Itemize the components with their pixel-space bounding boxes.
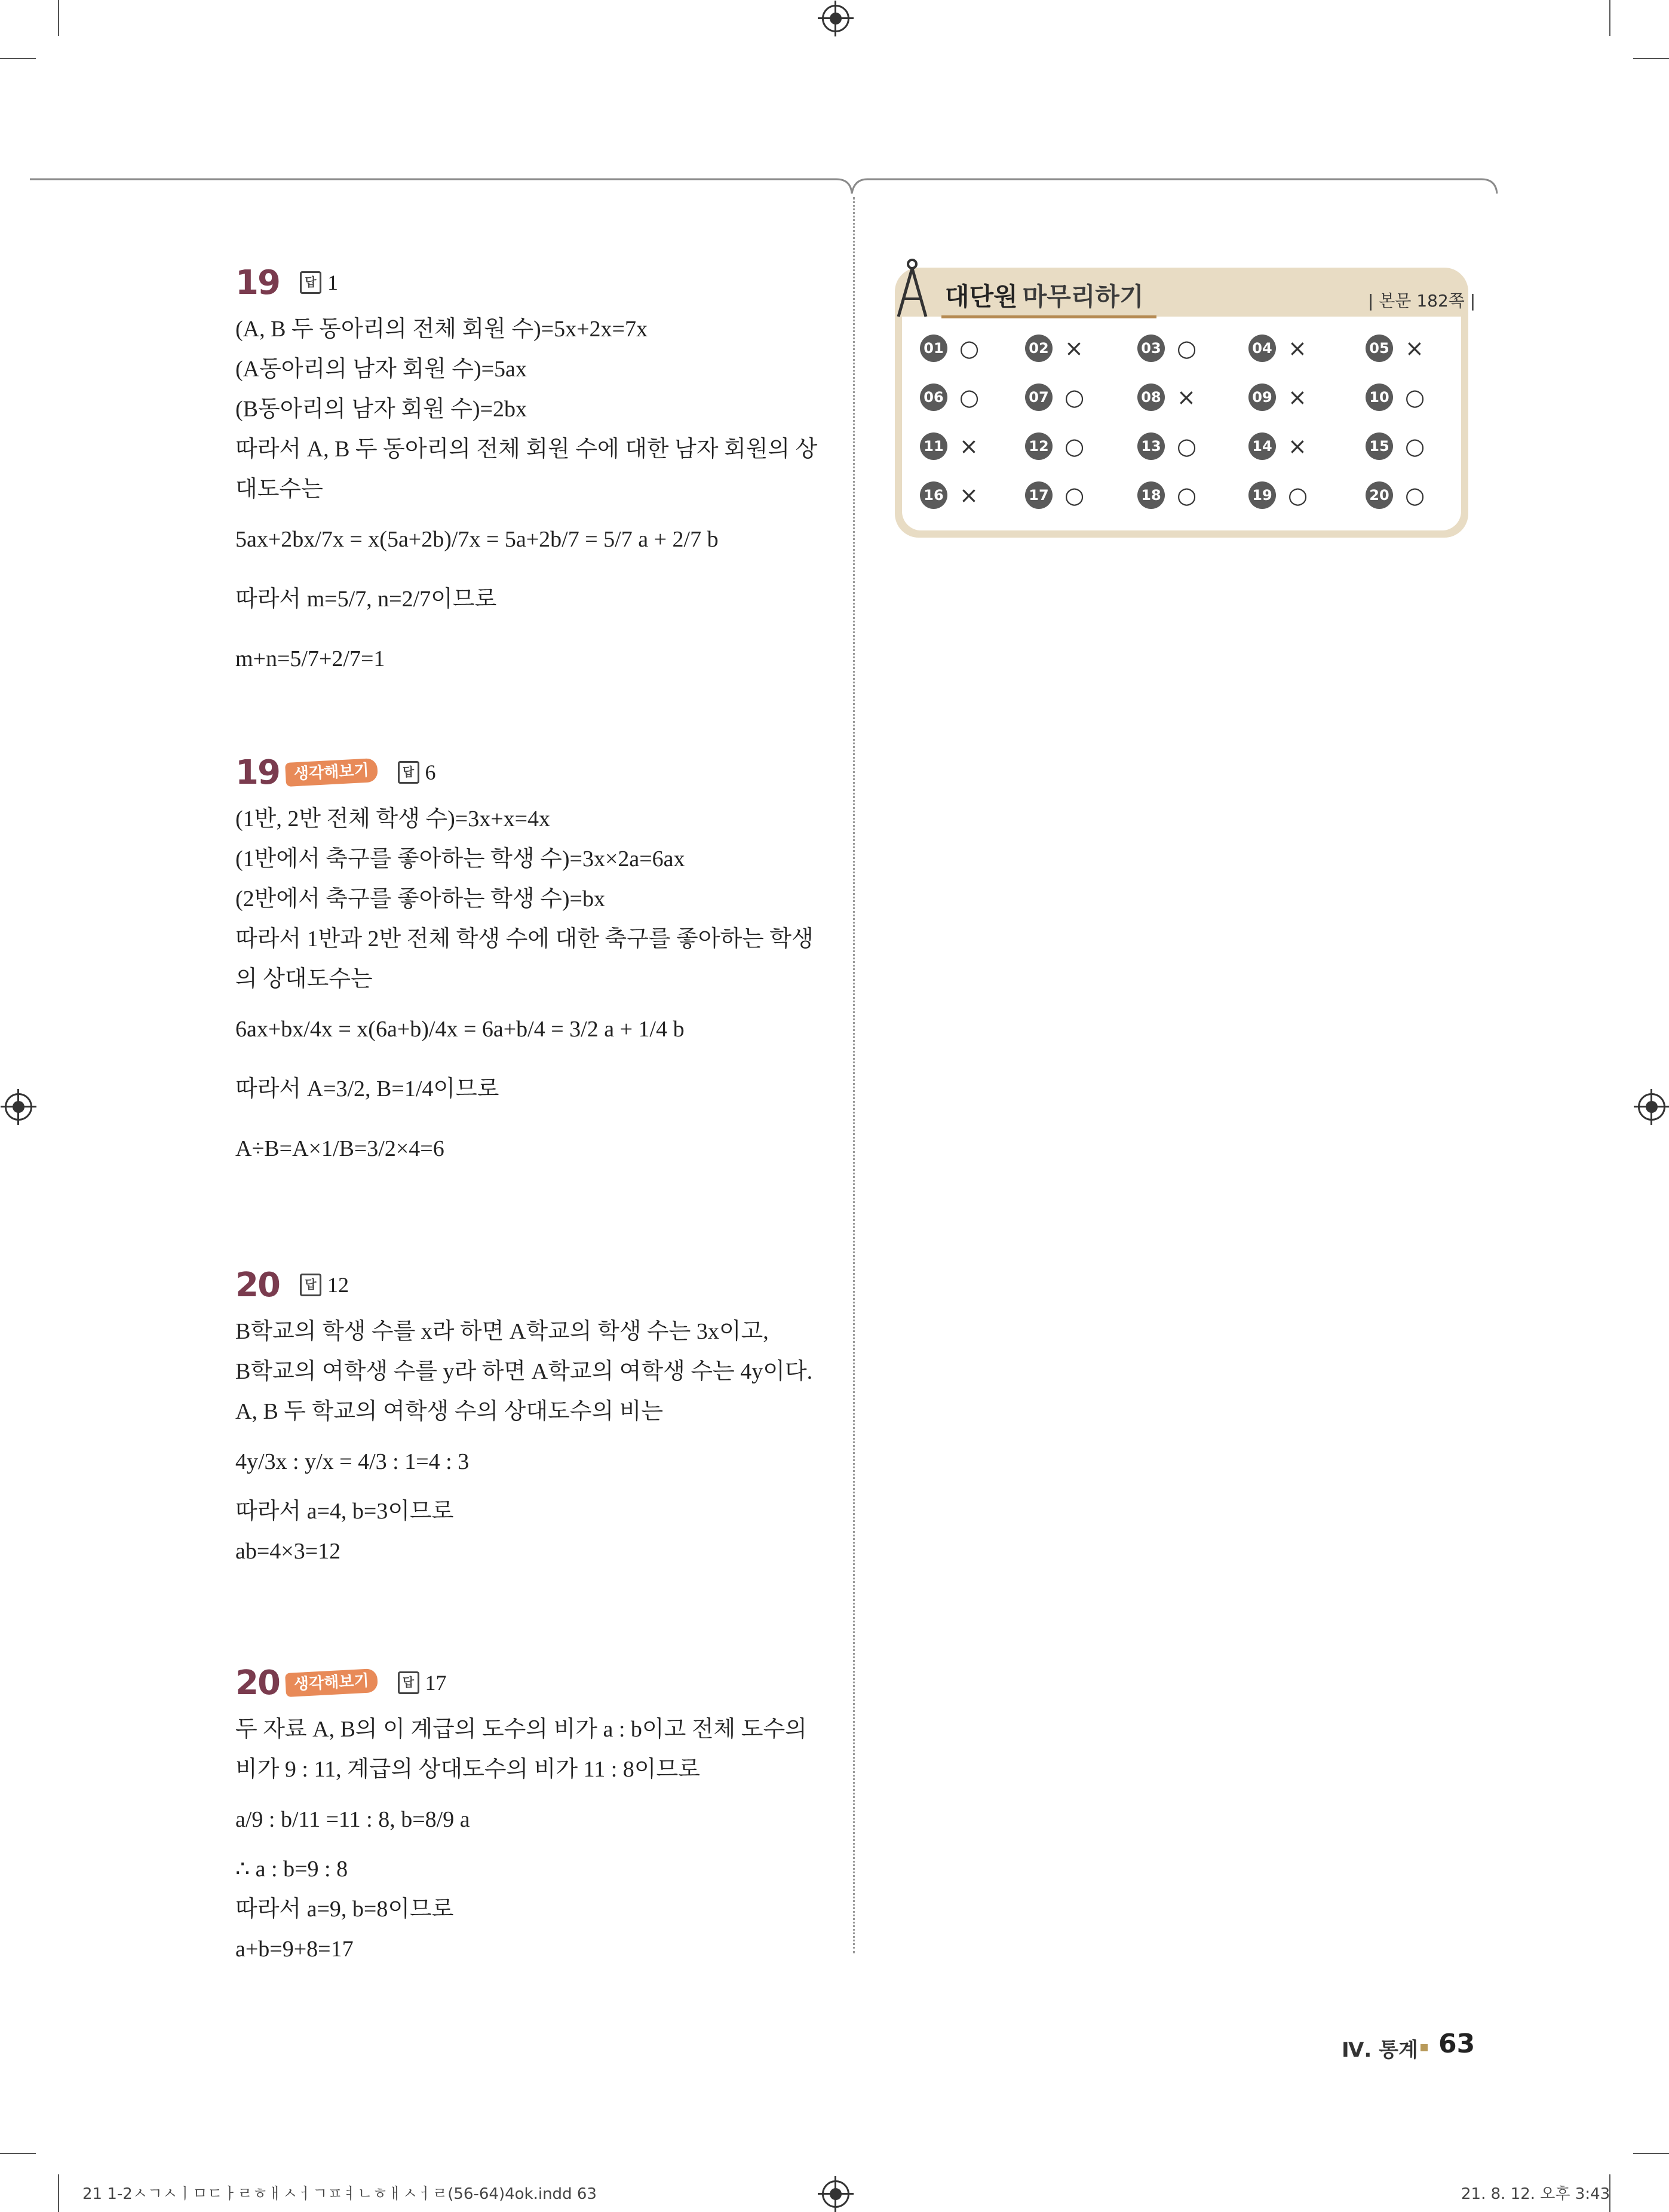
review-item-number: 17: [1025, 481, 1053, 509]
review-item: [1248, 432, 1307, 460]
review-item-mark: ×: [1288, 335, 1307, 361]
math-line: 6ax+bx/4x = x(6a+b)/4x = 6a+b/4 = 3/2 a + 1/4 b: [235, 1016, 685, 1042]
review-item: [920, 335, 979, 362]
crop-mark: [1633, 2153, 1669, 2154]
review-item-number: 14: [1248, 432, 1276, 460]
review-item: [1025, 481, 1084, 509]
review-item: [1137, 432, 1196, 460]
review-item-number: 19: [1248, 481, 1276, 509]
solution-line: 대도수는: [235, 477, 323, 502]
answer-value: 1: [327, 270, 338, 294]
registration-mark-icon: [822, 2180, 849, 2208]
solution-line: (1반, 2반 전체 학생 수)=3x+x=4x: [235, 806, 551, 832]
answer-value: 12: [327, 1272, 349, 1297]
problem-19-think: [235, 745, 821, 1179]
review-item-number: 11: [920, 432, 947, 460]
review-item-number: 06: [920, 384, 947, 411]
problem-number: 20: [235, 1663, 280, 1702]
review-item-mark: ○: [1064, 482, 1085, 508]
review-item: [1025, 335, 1084, 362]
review-item-number: 18: [1137, 481, 1165, 509]
review-item: [1366, 384, 1425, 411]
review-item-number: 15: [1366, 432, 1393, 460]
math-line: a/9 : b/11 =11 : 8, b=8/9 a: [235, 1806, 470, 1832]
print-slug-file: 21 1-2ㅅㄱㅅㅣㅁㄷㅏㄹㅎㅐㅅㅓㄱㅍㅕㄴㅎㅐㅅㅓㄹ(56-64)4ok.indd 63: [82, 2185, 597, 2203]
review-item-mark: ×: [1177, 384, 1196, 410]
review-item-number: 01: [920, 335, 947, 362]
review-item: [1137, 335, 1196, 362]
review-item-mark: ○: [1177, 433, 1197, 459]
solution-line: (A동아리의 남자 회원 수)=5ax: [235, 357, 527, 382]
crop-mark: [58, 0, 59, 36]
problem-number: 19: [235, 753, 280, 792]
answer: [398, 1663, 447, 1703]
review-item: [920, 384, 979, 411]
review-item-mark: ×: [959, 482, 978, 508]
review-item: [1137, 384, 1196, 411]
review-item: [1025, 432, 1084, 460]
problem-20: [235, 1258, 821, 1572]
review-item-number: 03: [1137, 335, 1165, 362]
review-item-number: 12: [1025, 432, 1053, 460]
answer-value: 17: [425, 1670, 447, 1695]
registration-mark-icon: [5, 1093, 32, 1121]
review-item: [1366, 432, 1425, 460]
review-item-mark: ○: [959, 335, 980, 361]
review-item-number: 16: [920, 481, 947, 509]
review-item: [1366, 335, 1424, 362]
review-item: [920, 432, 978, 460]
math-line: 5ax+2bx/7x = x(5a+2b)/7x = 5a+2b/7 = 5/7 a + 2/7 b: [235, 526, 719, 552]
problem-number: 20: [235, 1265, 280, 1305]
math-line: ab=4×3=12: [235, 1539, 341, 1564]
review-item-number: 07: [1025, 384, 1053, 411]
review-item: [1137, 481, 1196, 509]
answer-icon: 답: [300, 1274, 321, 1296]
crop-mark: [1609, 0, 1610, 36]
registration-mark-icon: [822, 5, 849, 32]
math-line: 따라서 A=3/2, B=1/4이므로: [235, 1076, 499, 1102]
answer: [300, 263, 338, 303]
math-line: A÷B=A×1/B=3/2×4=6: [235, 1136, 444, 1161]
solution-line: 비가 9 : 11, 계급의 상대도수의 비가 11 : 8이므로: [235, 1757, 700, 1782]
solution-line: (1반에서 축구를 좋아하는 학생 수)=3x×2a=6ax: [235, 846, 685, 872]
review-item: [1366, 481, 1425, 509]
problem-19: [235, 256, 821, 689]
answer-icon: 답: [398, 1671, 419, 1694]
review-item-mark: ○: [1288, 482, 1308, 508]
review-item-mark: ○: [959, 384, 980, 410]
review-item-mark: ×: [1064, 335, 1084, 361]
math-line: ∴ a : b=9 : 8: [235, 1857, 348, 1882]
crop-mark: [0, 2153, 36, 2154]
review-title: [945, 277, 1144, 313]
solution-line: B학교의 학생 수를 x라 하면 A학교의 학생 수는 3x이고,: [235, 1319, 769, 1344]
review-item-mark: ×: [1288, 433, 1307, 459]
solution-line: (A, B 두 동아리의 전체 회원 수)=5x+2x=7x: [235, 317, 648, 342]
math-line: 따라서 a=4, b=3이므로: [235, 1499, 454, 1524]
review-item-number: 10: [1366, 384, 1393, 411]
section-label: Ⅳ. 통계: [1342, 2038, 1418, 2062]
column-divider: [853, 197, 855, 1953]
answer-icon: 답: [398, 761, 419, 784]
review-item-number: 05: [1366, 335, 1393, 362]
page-frame-line: [0, 167, 1669, 203]
math-line: m+n=5/7+2/7=1: [235, 646, 385, 671]
review-item: [1025, 384, 1084, 411]
review-item-mark: ○: [1405, 433, 1425, 459]
page-number: 63: [1438, 2029, 1475, 2059]
solution-line: 따라서 1반과 2반 전체 학생 수에 대한 축구를 좋아하는 학생: [235, 926, 814, 952]
review-item-mark: ○: [1177, 335, 1197, 361]
review-item-number: 09: [1248, 384, 1276, 411]
review-item-number: 13: [1137, 432, 1165, 460]
review-item-mark: ○: [1405, 482, 1425, 508]
solution-line: (2반에서 축구를 좋아하는 학생 수)=bx: [235, 886, 605, 912]
compass-icon: [891, 257, 933, 323]
think-tag: 생각해보기: [285, 758, 378, 787]
review-item-mark: ×: [1288, 384, 1307, 410]
math-line: 따라서 m=5/7, n=2/7이므로: [235, 586, 497, 612]
review-item-mark: ○: [1405, 384, 1425, 410]
problem-number: 19: [235, 263, 280, 302]
answer-icon: 답: [300, 271, 321, 294]
registration-mark-icon: [1638, 1093, 1665, 1121]
solution-line: 따라서 A, B 두 동아리의 전체 회원 수에 대한 남자 회원의 상: [235, 437, 818, 462]
review-item-mark: ○: [1177, 482, 1197, 508]
review-item: [1248, 335, 1307, 362]
review-item: [1248, 481, 1308, 509]
review-item-mark: ×: [959, 433, 978, 459]
math-line: a+b=9+8=17: [235, 1937, 354, 1962]
review-title-main: 대단원: [945, 282, 1018, 311]
solution-line: B학교의 여학생 수를 y라 하면 A학교의 여학생 수는 4y이다.: [235, 1359, 813, 1384]
problem-20-think: [235, 1656, 821, 1969]
crop-mark: [0, 58, 36, 59]
review-item: [1248, 384, 1307, 411]
review-item-number: 08: [1137, 384, 1165, 411]
review-page-ref: | 본문 182쪽 |: [1368, 291, 1476, 311]
solution-line: A, B 두 학교의 여학생 수의 상대도수의 비는: [235, 1399, 664, 1424]
solution-line: (B동아리의 남자 회원 수)=2bx: [235, 397, 527, 422]
think-tag: 생각해보기: [285, 1668, 378, 1697]
math-line: 4y/3x : y/x = 4/3 : 1=4 : 3: [235, 1449, 470, 1474]
review-item-mark: ×: [1405, 335, 1424, 361]
crop-mark: [1633, 58, 1669, 59]
review-item-number: 04: [1248, 335, 1276, 362]
answer: [398, 753, 436, 793]
solution-line: 두 자료 A, B의 이 계급의 도수의 비가 a : b이고 전체 도수의: [235, 1717, 807, 1742]
math-line: 따라서 a=9, b=8이므로: [235, 1897, 454, 1922]
solution-line: 의 상대도수는: [235, 967, 373, 992]
footer-bullet: [1421, 2044, 1428, 2051]
answer: [300, 1265, 349, 1305]
crop-mark: [58, 2174, 59, 2212]
review-item: [920, 481, 978, 509]
review-item-number: 02: [1025, 335, 1053, 362]
print-slug-datetime: 21. 8. 12. 오후 3:43: [1461, 2185, 1610, 2203]
review-item-number: 20: [1366, 481, 1393, 509]
answer-value: 6: [425, 760, 436, 784]
review-item-mark: ○: [1064, 433, 1085, 459]
review-item-mark: ○: [1064, 384, 1085, 410]
review-title-underline: [941, 315, 1156, 318]
review-title-sub: 마무리하기: [1022, 282, 1144, 311]
